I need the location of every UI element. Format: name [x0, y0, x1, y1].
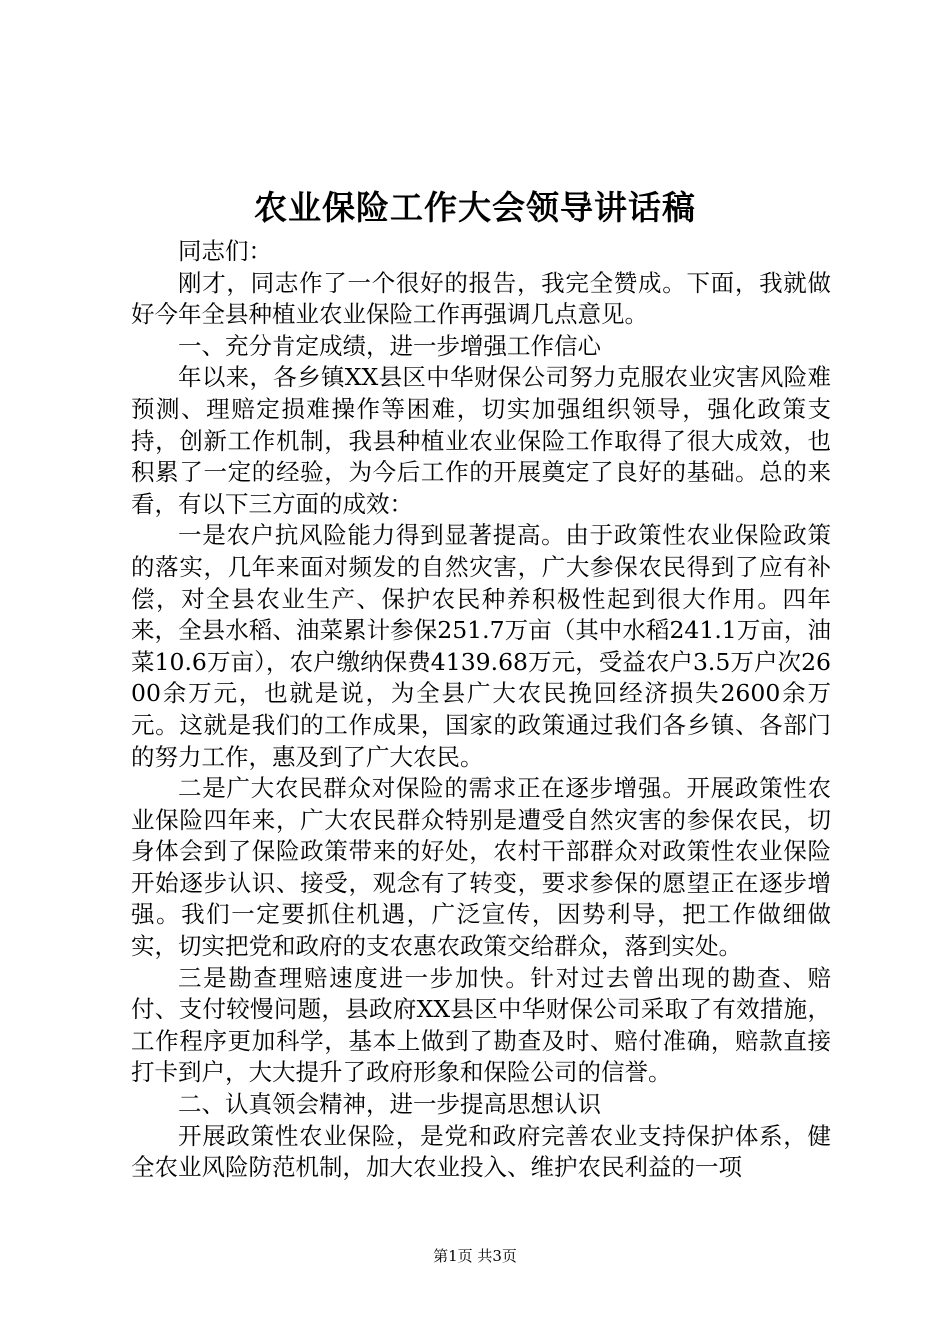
section-heading-2: 二、认真领会精神，进一步提高思想认识: [178, 1090, 601, 1119]
paragraph-point-1: 一是农户抗风险能力得到显著提高。由于政策性农业保险政策的落实，几年来面对频发的自然灾害，广大参保农民得到了应有补偿，对全县农业生产、保护农民种养积极性起到很大作用。四年来，全县水稻、油菜累计参保251.7万亩（其中水稻241.1万亩，油菜10.6万亩），农户缴纳保费4139.68万元，受益农户3.5万户次2600余万元，也就是说，为全县广大农民挽回经济损失2600余万元。这就是我们的工作成果，国家的政策通过我们各乡镇、各部门的努力工作，惠及到了广大农民。: [131, 521, 831, 771]
section-heading-1: 一、充分肯定成绩，进一步增强工作信心: [178, 331, 601, 360]
paragraph-policy: 开展政策性农业保险，是党和政府完善农业支持保护体系，健全农业风险防范机制，加大农业投入、维护农民利益的一项: [131, 1121, 831, 1182]
paragraph-point-2: 二是广大农民群众对保险的需求正在逐步增强。开展政策性农业保险四年来，广大农民群众特别是遭受自然灾害的参保农民，切身体会到了保险政策带来的好处，农村干部群众对政策性农业保险开始逐步认识、接受，观念有了转变，要求参保的愿望正在逐步增强。我们一定要抓住机遇，广泛宣传，因势利导，把工作做细做实，切实把党和政府的支农惠农政策交给群众，落到实处。: [131, 774, 831, 961]
paragraph-point-3: 三是勘查理赔速度进一步加快。针对过去曾出现的勘查、赔付、支付较慢问题，县政府XX县区中华财保公司采取了有效措施，工作程序更加科学，基本上做到了勘查及时、赔付准确，赔款直接打卡到户，大大提升了政府形象和保险公司的信誉。: [131, 963, 831, 1087]
paragraph-intro: 刚才，同志作了一个很好的报告，我完全赞成。下面，我就做好今年全县种植业农业保险工作再强调几点意见。: [131, 268, 831, 329]
page-number-footer: 第1页 共3页: [433, 1247, 517, 1265]
paragraph-salutation: 同志们：: [178, 237, 272, 265]
document-body: [131, 236, 831, 1184]
document-title: 农业保险工作大会领导讲话稿: [254, 188, 696, 227]
paragraph-achievements: 年以来，各乡镇XX县区中华财保公司努力克服农业灾害风险难预测、理赔定损难操作等困难，切实加强组织领导，强化政策支持，创新工作机制，我县种植业农业保险工作取得了很大成效，也积累了一定的经验，为今后工作的开展奠定了良好的基础。总的来看，有以下三方面的成效：: [131, 363, 831, 518]
